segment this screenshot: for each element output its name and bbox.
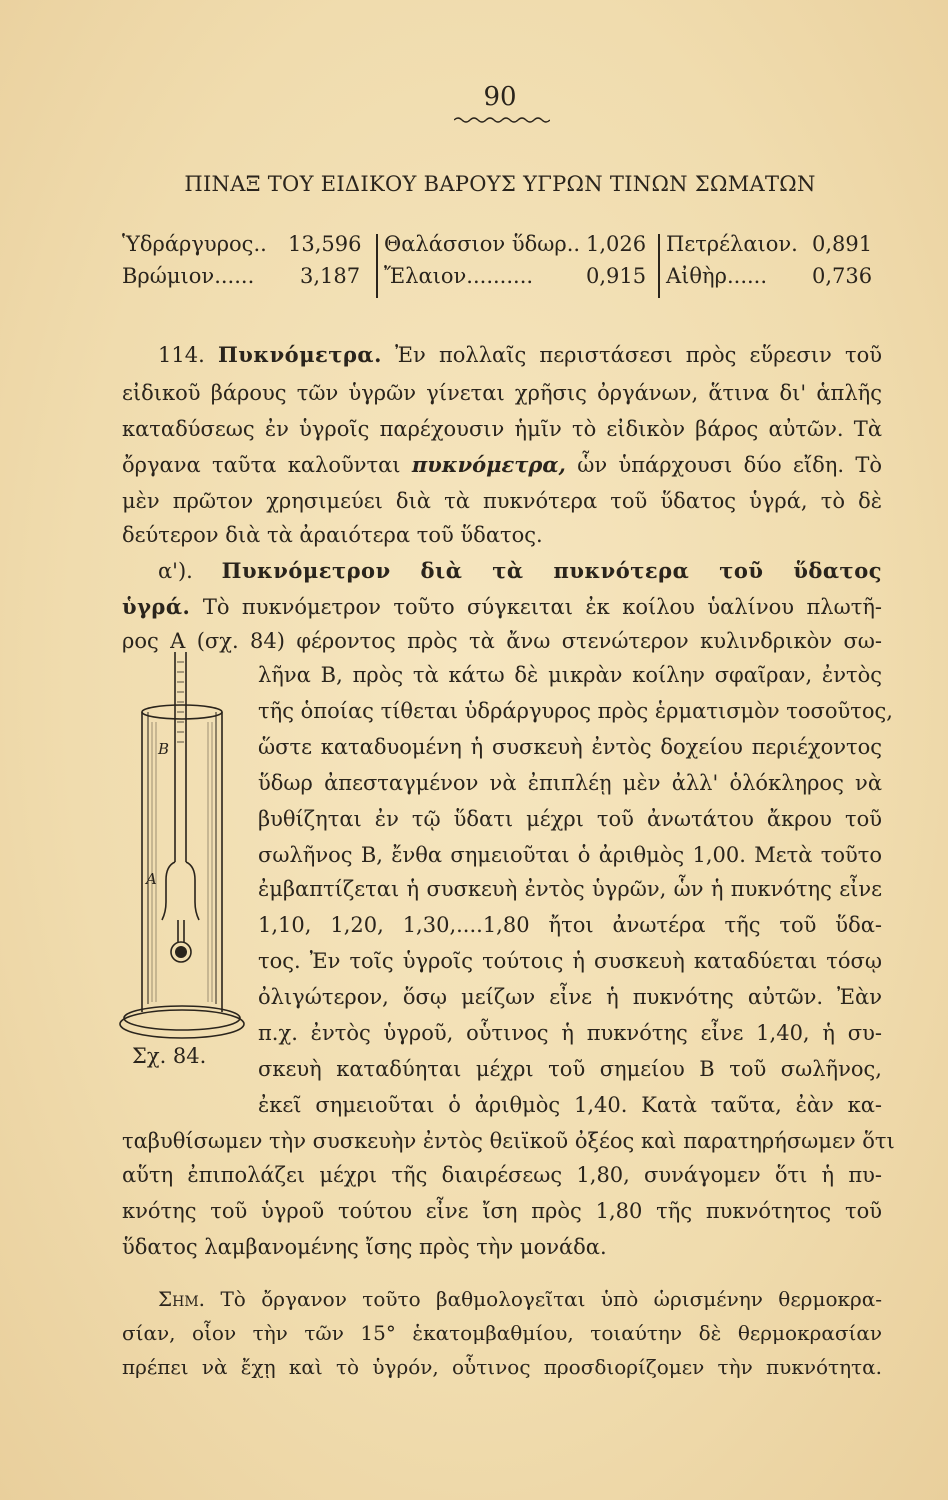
subsection-heading: Πυκνόμετρον διὰ τὰ πυκνότερα τοῦ ὕδατος — [221, 558, 882, 583]
paragraph-line: ὥστε καταδυομένη ἡ συσκευὴ ἐντὸς δοχείου περιέχοντος — [258, 735, 882, 759]
term-pyknometra: πυκνόμετρα, — [411, 452, 566, 477]
table-cell-value: 0,736 — [812, 264, 873, 288]
label-a: A — [146, 870, 157, 888]
paragraph-line: ὕδατος λαμβανομένης ἴσης πρὸς τὴν μονάδα. — [122, 1235, 607, 1259]
ornament-line — [454, 116, 550, 124]
paragraph-line: 1,10, 1,20, 1,30,....1,80 ἤτοι ἀνωτέρα τῆς τοῦ ὕδα- — [258, 913, 882, 937]
table-cell-name: Θαλάσσιον ὕδωρ.. — [384, 232, 581, 256]
note-line — [122, 1284, 882, 1314]
paragraph-line: εἰδικοῦ βάρους τῶν ὑγρῶν γίνεται χρῆσις ὀργάνων, ἅτινα δι' ἁπλῆς — [122, 381, 882, 405]
paragraph-line: λῆνα Β, πρὸς τὰ κάτω δὲ μικρὰν κοίλην σφαῖραν, ἐντὸς — [258, 663, 882, 687]
paragraph-line: ἐκεῖ σημειοῦται ὁ ἀριθμὸς 1,40. Κατὰ ταῦτα, ἐὰν κα- — [258, 1093, 882, 1117]
subsection-heading-cont: ὑγρά. — [122, 594, 191, 619]
table-cell-name: Πετρέλαιον. — [666, 232, 798, 256]
section-heading-line — [122, 340, 882, 370]
paragraph-line: μὲν πρῶτον χρησιμεύει διὰ τὰ πυκνότερα τοῦ ὕδατος ὑγρά, τὸ δὲ — [122, 489, 882, 513]
subsection-label: α'). — [158, 559, 193, 583]
paragraph-line: ταβυθίσωμεν τὴν συσκευὴν ἐντὸς θειϊκοῦ ὀξέος καὶ παρατηρήσωμεν ὅτι — [122, 1129, 895, 1153]
table-row — [122, 232, 882, 264]
paragraph-text: ὧν ὑπάρχουσι δύο εἴδη. Τὸ — [565, 453, 883, 477]
paragraph-line: ἐμβαπτίζεται ἡ συσκευὴ ἐντὸς ὑγρῶν, ὧν ἡ πυκνότης εἶνε — [258, 877, 882, 901]
paragraph-line: κνότης τοῦ ὑγροῦ τούτου εἶνε ἴση πρὸς 1,80 τῆς πυκνότητος τοῦ — [122, 1199, 882, 1223]
section-heading: Πυκνόμετρα. — [217, 342, 382, 367]
figure-caption: Σχ. 84. — [132, 1044, 207, 1068]
specific-gravity-table — [122, 232, 882, 296]
note-line: πρέπει νὰ ἔχῃ καὶ τὸ ὑγρόν, οὗτινος προσδιορίζομεν τὴν πυκνότητα. — [122, 1355, 882, 1379]
paragraph-line: π.χ. ἐντὸς ὑγροῦ, οὗτινος ἡ πυκνότης εἶνε 1,40, ἡ συ- — [258, 1021, 882, 1045]
paragraph-line: ρος Α (σχ. 84) φέροντος πρὸς τὰ ἄνω στενώτερον κυλινδρικὸν σω- — [122, 629, 882, 653]
table-cell-value: 0,915 — [586, 264, 647, 288]
paragraph-line — [122, 592, 882, 622]
paragraph-text: ὄργανα ταῦτα καλοῦνται — [122, 453, 412, 477]
paragraph-text: Τὸ πυκνόμετρον τοῦτο σύγκειται ἐκ κοίλου ὑαλίνου πλωτῆ- — [202, 595, 882, 619]
table-row — [122, 264, 882, 296]
paragraph-line: καταδύσεως ἐν ὑγροῖς παρέχουσιν ἡμῖν τὸ εἰδικὸν βάρος αὐτῶν. Τὰ — [122, 417, 882, 441]
table-cell-name: Βρώμιον...... — [122, 264, 255, 288]
section-number: 114. — [158, 343, 205, 367]
paragraph-line: αὕτη ἐπιπολάζει μέχρι τῆς διαιρέσεως 1,80, συνάγομεν ὅτι ἡ πυ- — [122, 1163, 882, 1187]
table-cell-name: Αἰθὴρ...... — [666, 264, 768, 288]
paragraph-line: δεύτερον διὰ τὰ ἀραιότερα τοῦ ὕδατος. — [122, 523, 543, 547]
table-cell-value: 0,891 — [812, 232, 873, 256]
paragraph-line: τος. Ἐν τοῖς ὑγροῖς τούτοις ἡ συσκευὴ καταδύεται τόσῳ — [258, 949, 882, 973]
table-title: ΠΙΝΑΞ ΤΟΥ ΕΙΔΙΚΟΥ ΒΑΡΟΥΣ ΥΓΡΩΝ ΤΙΝΩΝ ΣΩΜΑΤΩΝ — [184, 172, 816, 196]
table-cell-name: Ὑδράργυρος.. — [122, 232, 267, 256]
paragraph-line: σωλῆνος Β, ἔνθα σημειοῦται ὁ ἀριθμὸς 1,00. Μετὰ τοῦτο — [258, 843, 882, 867]
note-label: Σημ. — [158, 1287, 206, 1311]
note-text: Τὸ ὄργανον τοῦτο βαθμολογεῖται ὑπὸ ὡρισμένην θερμοκρα- — [220, 1287, 883, 1311]
paragraph-line — [122, 450, 882, 480]
table-cell-value: 3,187 — [300, 264, 361, 288]
table-divider — [658, 234, 660, 298]
paragraph-line: σκευὴ καταδύηται μέχρι τοῦ σημείου Β τοῦ σωλῆνος, — [258, 1057, 882, 1081]
paragraph-line: ὕδωρ ἀπεσταγμένον νὰ ἐπιπλέῃ μὲν ἀλλ' ὁλόκληρος νὰ — [258, 771, 882, 795]
table-cell-value: 1,026 — [586, 232, 647, 256]
paragraph-text: Ἐν πολλαῖς περιστάσεσι πρὸς εὕρεσιν τοῦ — [395, 343, 882, 367]
paragraph-line: τῆς ὁποίας τίθεται ὑδράργυρος πρὸς ἑρματισμὸν τοσοῦτος, — [258, 699, 893, 723]
paragraph-line: βυθίζηται ἐν τῷ ὕδατι μέχρι τοῦ ἀνωτάτου ἄκρου τοῦ — [258, 807, 882, 831]
pycnometer-figure — [118, 652, 248, 1066]
note-line: σίαν, οἷον τὴν τῶν 15° ἑκατομβαθμίου, τοιαύτην δὲ θερμοκρασίαν — [122, 1321, 882, 1345]
page-number: 90 — [483, 82, 517, 112]
table-divider — [376, 234, 378, 298]
mercury-bulb — [175, 946, 187, 958]
subsection-heading-line — [122, 556, 882, 586]
label-b: B — [158, 740, 170, 758]
table-cell-name: Ἔλαιον.......... — [384, 264, 534, 288]
table-cell-value: 13,596 — [288, 232, 362, 256]
paragraph-line: ὀλιγώτερον, ὅσῳ μείζων εἶνε ἡ πυκνότης αὐτῶν. Ἐὰν — [258, 985, 882, 1009]
